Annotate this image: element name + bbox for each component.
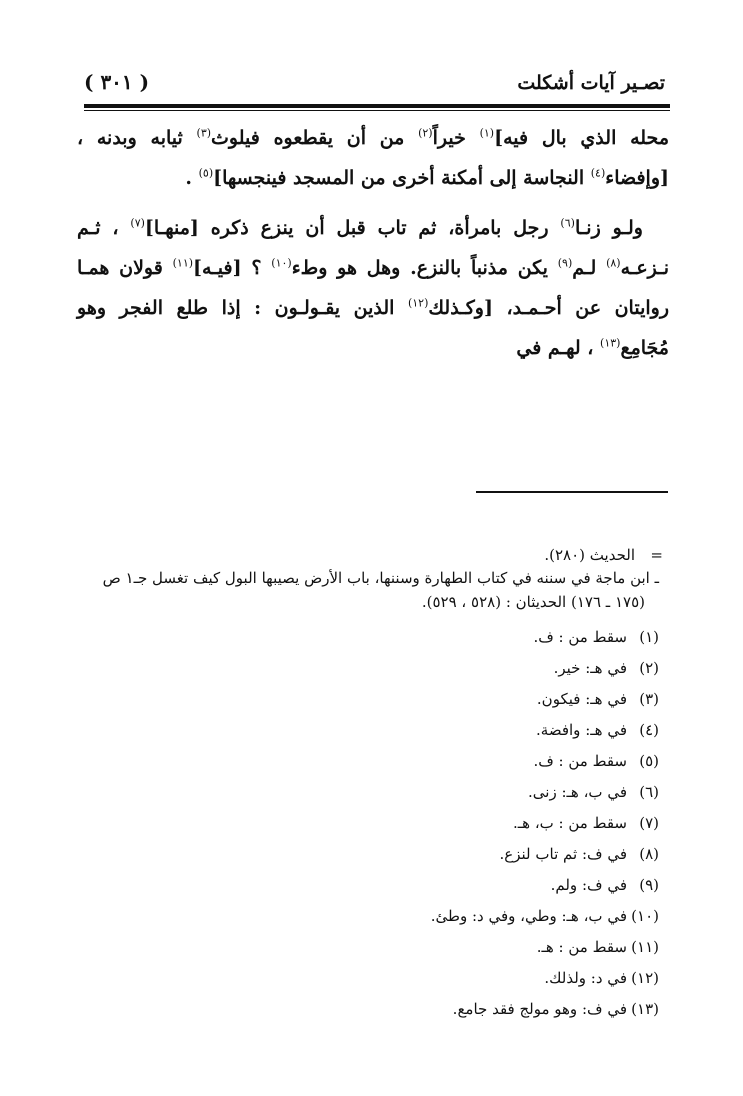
- footnote-text: في ف: ولم.: [550, 876, 627, 894]
- footnotes: [63, 544, 663, 1025]
- body-text-run: ولـو زنـا: [574, 217, 643, 239]
- footnote-number: (٦): [639, 783, 659, 801]
- footnote-text: سقط من : ف.: [533, 628, 627, 646]
- footnote-item: [63, 653, 663, 684]
- body-text-run: لـم: [572, 257, 607, 279]
- header-rule-thick: [84, 104, 670, 108]
- footnote-number: (٥): [639, 752, 659, 770]
- footnote-number: (١): [639, 628, 659, 646]
- footnote-text: في هـ: خير.: [553, 659, 627, 677]
- body-text-run: ، لهـم في: [516, 337, 601, 359]
- body-text-run: يكن مذنباً بالنزع. وهل هو وطء: [291, 257, 558, 279]
- footnote-marker: (٧): [130, 216, 145, 230]
- body-text-run: .: [185, 167, 199, 189]
- body-text-run: قولان همـا روايتان عن أحـمـد، [وكـذلك: [77, 257, 669, 319]
- footnote-number: (٩): [639, 876, 659, 894]
- footnote-number: (٢): [639, 659, 659, 677]
- footnote-text: في ب، هـ: وطي، وفي د: وطئ.: [430, 907, 627, 925]
- footnote-list: [63, 622, 663, 1025]
- footnote-marker: (١٠): [271, 256, 292, 270]
- footnote-item: [63, 777, 663, 808]
- footnote-number: (٣): [639, 690, 659, 708]
- footnote-text: في ف: ثم تاب لنزع.: [499, 845, 627, 863]
- footnote-text: في د: ولذلك.: [544, 969, 627, 987]
- footnote-item: [63, 684, 663, 715]
- footnote-source-line-1: ـ ابن ماجة في سننه في كتاب الطهارة وسننها، باب الأرض يصيبها البول كيف تغسل جـ١ ص: [102, 569, 659, 587]
- hadith-reference: الحديث (٢٨٠).: [544, 546, 635, 564]
- footnote-item: [63, 870, 663, 901]
- footnote-number: (٧): [639, 814, 659, 832]
- footnote-item: [63, 932, 663, 963]
- paragraph-2: [77, 208, 669, 368]
- body-text-run: ، ثـم نـزعـه: [77, 217, 670, 279]
- body-text-run: محله الذي بال فيه]: [494, 127, 669, 149]
- footnote-marker: (٥): [198, 166, 214, 180]
- body-text-run: ثيابه وبدنه ، [وإفضاء: [77, 127, 669, 189]
- continuation-mark: =: [650, 546, 663, 564]
- footnote-marker: (٦): [560, 216, 575, 230]
- body-text-run: خيراً: [432, 127, 480, 149]
- footnote-text: سقط من : هـ.: [536, 938, 627, 956]
- footnote-number: (١٢): [631, 969, 659, 987]
- paragraph-1: [77, 118, 669, 198]
- body-text-run: النجاسة إلى أمكنة أخرى من المسجد فينجسها]: [213, 167, 591, 189]
- footnote-marker: (١٣): [600, 336, 621, 350]
- footnote-item: [63, 746, 663, 777]
- footnote-text: في ب، هـ: زنى.: [528, 783, 627, 801]
- footnote-text: سقط من : ب، هـ.: [512, 814, 627, 832]
- footnote-marker: (٣): [196, 126, 212, 140]
- page-number: ( ٣٠١ ): [84, 70, 150, 94]
- footnote-number: (١٣): [631, 1000, 659, 1018]
- footnote-text: في ف: وهو مولج فقد جامع.: [452, 1000, 627, 1018]
- footnote-marker: (١١): [172, 256, 194, 270]
- footnote-separator: [476, 491, 668, 493]
- footnote-text: في هـ: فيكون.: [536, 690, 627, 708]
- footnote-item: [63, 622, 663, 653]
- footnote-number: (٤): [639, 721, 659, 739]
- footnote-marker: (٤): [590, 166, 606, 180]
- footnote-item: [63, 901, 663, 932]
- main-text: [77, 118, 669, 368]
- footnote-marker: (٢): [418, 126, 433, 140]
- header-rule-thin: [84, 110, 670, 111]
- footnote-marker: (١): [479, 126, 495, 140]
- footnote-hadith-line: [63, 544, 663, 566]
- footnote-marker: (١٢): [407, 296, 429, 310]
- body-text-run: من أن يقطعوه فيلوث: [211, 127, 419, 149]
- body-text-run: الذين يقـولـون : إذا طلع الفجر وهو مُجَامِع: [77, 297, 669, 359]
- footnote-number: (٨): [639, 845, 659, 863]
- footnote-item: [63, 839, 663, 870]
- footnote-item: [63, 715, 663, 746]
- footnote-item: [63, 963, 663, 994]
- footnote-number: (١٠): [631, 907, 659, 925]
- footnote-item: [63, 994, 663, 1025]
- running-header-title: تصـير آيات أشكلت: [517, 72, 665, 94]
- body-text-run: رجل بامرأة، ثم تاب قبل أن ينزع ذكره [منهـا]: [144, 217, 561, 239]
- body-text-run: ؟ [فيـه]: [193, 257, 272, 279]
- footnote-number: (١١): [631, 938, 659, 956]
- footnote-item: [63, 808, 663, 839]
- footnote-marker: (٨): [606, 256, 621, 270]
- footnote-marker: (٩): [557, 256, 573, 270]
- footnote-text: سقط من : ف.: [533, 752, 627, 770]
- footnote-text: في هـ: وافضة.: [536, 721, 627, 739]
- footnote-source-line-2: (١٧٥ ـ ١٧٦) الحديثان : (٥٢٨ ، ٥٢٩).: [421, 593, 645, 611]
